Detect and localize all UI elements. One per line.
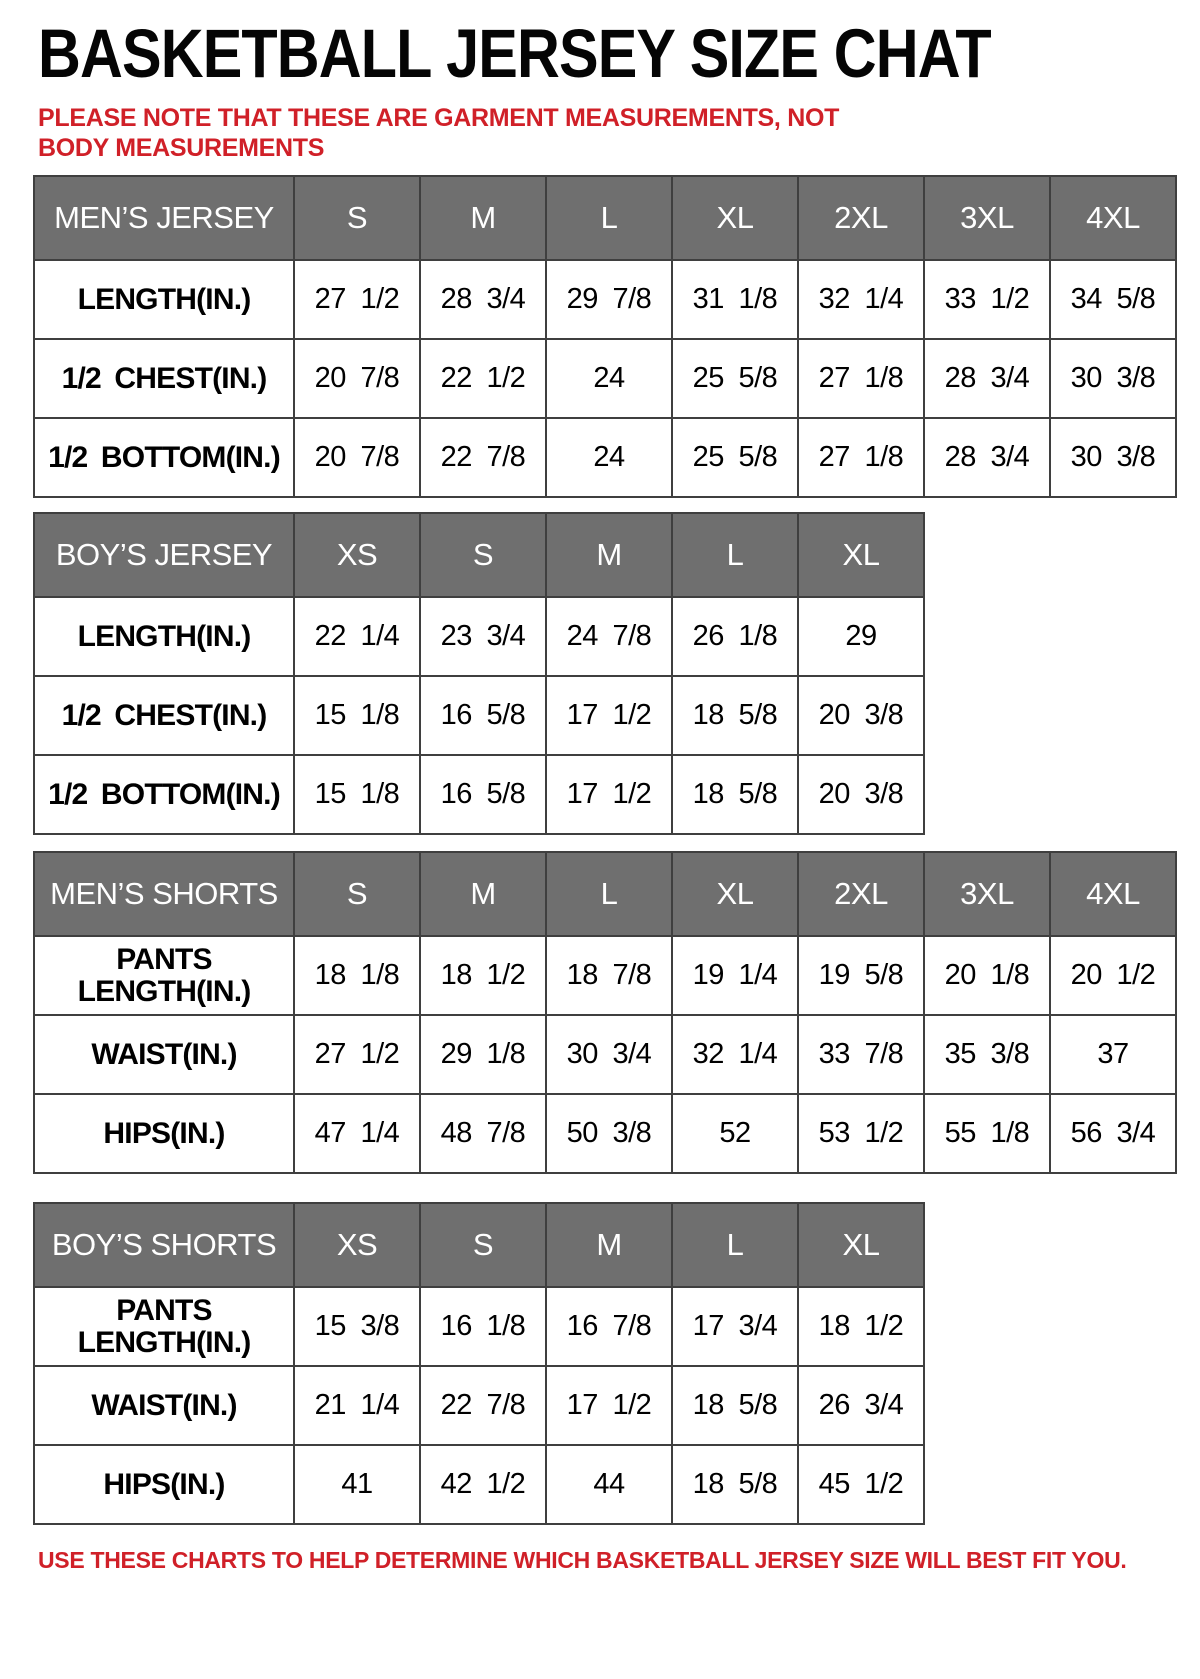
measurement-value: 26 3/4 (798, 1366, 924, 1445)
measurement-row (34, 1287, 924, 1366)
measurement-value: 30 3/8 (1050, 339, 1176, 418)
measurement-value: 47 1/4 (294, 1094, 420, 1173)
measurement-value: 22 7/8 (420, 418, 546, 497)
measurement-row (34, 597, 924, 676)
size-header-cell: XS (294, 513, 420, 597)
measurement-value: 35 3/8 (924, 1015, 1050, 1094)
measurement-value: 33 7/8 (798, 1015, 924, 1094)
measurement-value: 21 1/4 (294, 1366, 420, 1445)
measurement-row (34, 1015, 1176, 1094)
measurement-value: 29 (798, 597, 924, 676)
measurement-value: 27 1/8 (798, 339, 924, 418)
size-header-cell: 2XL (798, 852, 924, 936)
measurement-value: 18 5/8 (672, 755, 798, 834)
measurement-value: 34 5/8 (1050, 260, 1176, 339)
size-header-cell: XL (672, 176, 798, 260)
measurement-value: 45 1/2 (798, 1445, 924, 1524)
measurement-value: 20 1/2 (1050, 936, 1176, 1015)
best-fit-note: USE THESE CHARTS TO HELP DETERMINE WHICH BASKETBALL JERSEY SIZE WILL BEST FIT YOU. (38, 1547, 1127, 1573)
size-header-cell: 3XL (924, 176, 1050, 260)
measurement-value: 24 7/8 (546, 597, 672, 676)
measurement-value: 15 1/8 (294, 676, 420, 755)
measurement-label: LENGTH(IN.) (34, 260, 294, 339)
measurement-label: WAIST(IN.) (34, 1015, 294, 1094)
page-title: BASKETBALL JERSEY SIZE CHAT (38, 15, 991, 92)
measurement-value: 28 3/4 (420, 260, 546, 339)
measurement-value: 27 1/2 (294, 1015, 420, 1094)
measurement-value: 20 7/8 (294, 339, 420, 418)
size-header-cell: 2XL (798, 176, 924, 260)
size-tables (33, 175, 1200, 1525)
measurement-row (34, 1445, 924, 1524)
measurement-label: PANTS LENGTH(IN.) (34, 936, 294, 1015)
measurement-value: 16 5/8 (420, 676, 546, 755)
measurement-label: HIPS(IN.) (34, 1445, 294, 1524)
size-header-cell: 4XL (1050, 852, 1176, 936)
measurement-value: 26 1/8 (672, 597, 798, 676)
size-header-cell: XL (672, 852, 798, 936)
measurement-row (34, 260, 1176, 339)
size-header-cell: S (294, 176, 420, 260)
measurement-row (34, 1094, 1176, 1173)
garment-measurement-note: PLEASE NOTE THAT THESE ARE GARMENT MEASUREMENTS, NOT BODY MEASUREMENTS (38, 104, 840, 162)
measurement-value: 41 (294, 1445, 420, 1524)
measurement-value: 56 3/4 (1050, 1094, 1176, 1173)
measurement-value: 37 (1050, 1015, 1176, 1094)
measurement-value: 18 5/8 (672, 1445, 798, 1524)
measurement-value: 20 7/8 (294, 418, 420, 497)
measurement-value: 53 1/2 (798, 1094, 924, 1173)
measurement-value: 28 3/4 (924, 339, 1050, 418)
measurement-value: 48 7/8 (420, 1094, 546, 1173)
measurement-value: 33 1/2 (924, 260, 1050, 339)
measurement-value: 16 7/8 (546, 1287, 672, 1366)
measurement-value: 15 1/8 (294, 755, 420, 834)
measurement-value: 30 3/8 (1050, 418, 1176, 497)
measurement-label: LENGTH(IN.) (34, 597, 294, 676)
measurement-label: 1/2 BOTTOM(IN.) (34, 418, 294, 497)
mens-jersey-table (33, 175, 1177, 498)
measurement-value: 20 3/8 (798, 755, 924, 834)
size-header-cell: S (294, 852, 420, 936)
measurement-value: 18 7/8 (546, 936, 672, 1015)
measurement-label: PANTS LENGTH(IN.) (34, 1287, 294, 1366)
boys-jersey-table (33, 512, 925, 835)
mens-shorts-table (33, 851, 1177, 1174)
measurement-row (34, 936, 1176, 1015)
measurement-value: 16 5/8 (420, 755, 546, 834)
measurement-value: 17 1/2 (546, 755, 672, 834)
size-header-cell: XS (294, 1203, 420, 1287)
measurement-value: 20 3/8 (798, 676, 924, 755)
size-header-cell: L (546, 176, 672, 260)
measurement-value: 27 1/8 (798, 418, 924, 497)
measurement-value: 55 1/8 (924, 1094, 1050, 1173)
measurement-value: 24 (546, 418, 672, 497)
header-row (34, 1203, 924, 1287)
measurement-label: HIPS(IN.) (34, 1094, 294, 1173)
size-header-cell: M (420, 852, 546, 936)
measurement-value: 42 1/2 (420, 1445, 546, 1524)
measurement-label: 1/2 BOTTOM(IN.) (34, 755, 294, 834)
size-header-cell: L (672, 513, 798, 597)
size-header-cell: 3XL (924, 852, 1050, 936)
measurement-value: 22 1/2 (420, 339, 546, 418)
measurement-value: 25 5/8 (672, 418, 798, 497)
table-title-cell: BOY’S JERSEY (34, 513, 294, 597)
size-header-cell: M (546, 513, 672, 597)
size-header-cell: L (672, 1203, 798, 1287)
measurement-value: 28 3/4 (924, 418, 1050, 497)
measurement-value: 27 1/2 (294, 260, 420, 339)
size-header-cell: M (546, 1203, 672, 1287)
boys-shorts-table (33, 1202, 925, 1525)
measurement-value: 29 1/8 (420, 1015, 546, 1094)
measurement-value: 18 1/2 (798, 1287, 924, 1366)
size-header-cell: XL (798, 513, 924, 597)
measurement-value: 32 1/4 (672, 1015, 798, 1094)
measurement-label: 1/2 CHEST(IN.) (34, 339, 294, 418)
measurement-value: 22 7/8 (420, 1366, 546, 1445)
size-header-cell: L (546, 852, 672, 936)
measurement-value: 18 1/2 (420, 936, 546, 1015)
size-header-cell: XL (798, 1203, 924, 1287)
measurement-value: 23 3/4 (420, 597, 546, 676)
measurement-value: 18 5/8 (672, 676, 798, 755)
measurement-row (34, 339, 1176, 418)
measurement-value: 50 3/8 (546, 1094, 672, 1173)
measurement-value: 44 (546, 1445, 672, 1524)
measurement-value: 18 1/8 (294, 936, 420, 1015)
measurement-value: 25 5/8 (672, 339, 798, 418)
measurement-value: 52 (672, 1094, 798, 1173)
measurement-value: 20 1/8 (924, 936, 1050, 1015)
measurement-value: 17 3/4 (672, 1287, 798, 1366)
measurement-value: 18 5/8 (672, 1366, 798, 1445)
measurement-row (34, 1366, 924, 1445)
measurement-value: 31 1/8 (672, 260, 798, 339)
measurement-label: WAIST(IN.) (34, 1366, 294, 1445)
size-header-cell: 4XL (1050, 176, 1176, 260)
measurement-value: 16 1/8 (420, 1287, 546, 1366)
measurement-value: 30 3/4 (546, 1015, 672, 1094)
table-title-cell: MEN’S JERSEY (34, 176, 294, 260)
measurement-value: 32 1/4 (798, 260, 924, 339)
header-row (34, 513, 924, 597)
size-header-cell: M (420, 176, 546, 260)
measurement-row (34, 676, 924, 755)
measurement-row (34, 755, 924, 834)
header-row (34, 176, 1176, 260)
measurement-value: 15 3/8 (294, 1287, 420, 1366)
measurement-value: 19 5/8 (798, 936, 924, 1015)
measurement-value: 24 (546, 339, 672, 418)
measurement-row (34, 418, 1176, 497)
measurement-label: 1/2 CHEST(IN.) (34, 676, 294, 755)
table-title-cell: BOY’S SHORTS (34, 1203, 294, 1287)
measurement-value: 19 1/4 (672, 936, 798, 1015)
measurement-value: 29 7/8 (546, 260, 672, 339)
size-header-cell: S (420, 1203, 546, 1287)
table-title-cell: MEN’S SHORTS (34, 852, 294, 936)
measurement-value: 17 1/2 (546, 1366, 672, 1445)
measurement-value: 17 1/2 (546, 676, 672, 755)
header-row (34, 852, 1176, 936)
measurement-value: 22 1/4 (294, 597, 420, 676)
size-header-cell: S (420, 513, 546, 597)
